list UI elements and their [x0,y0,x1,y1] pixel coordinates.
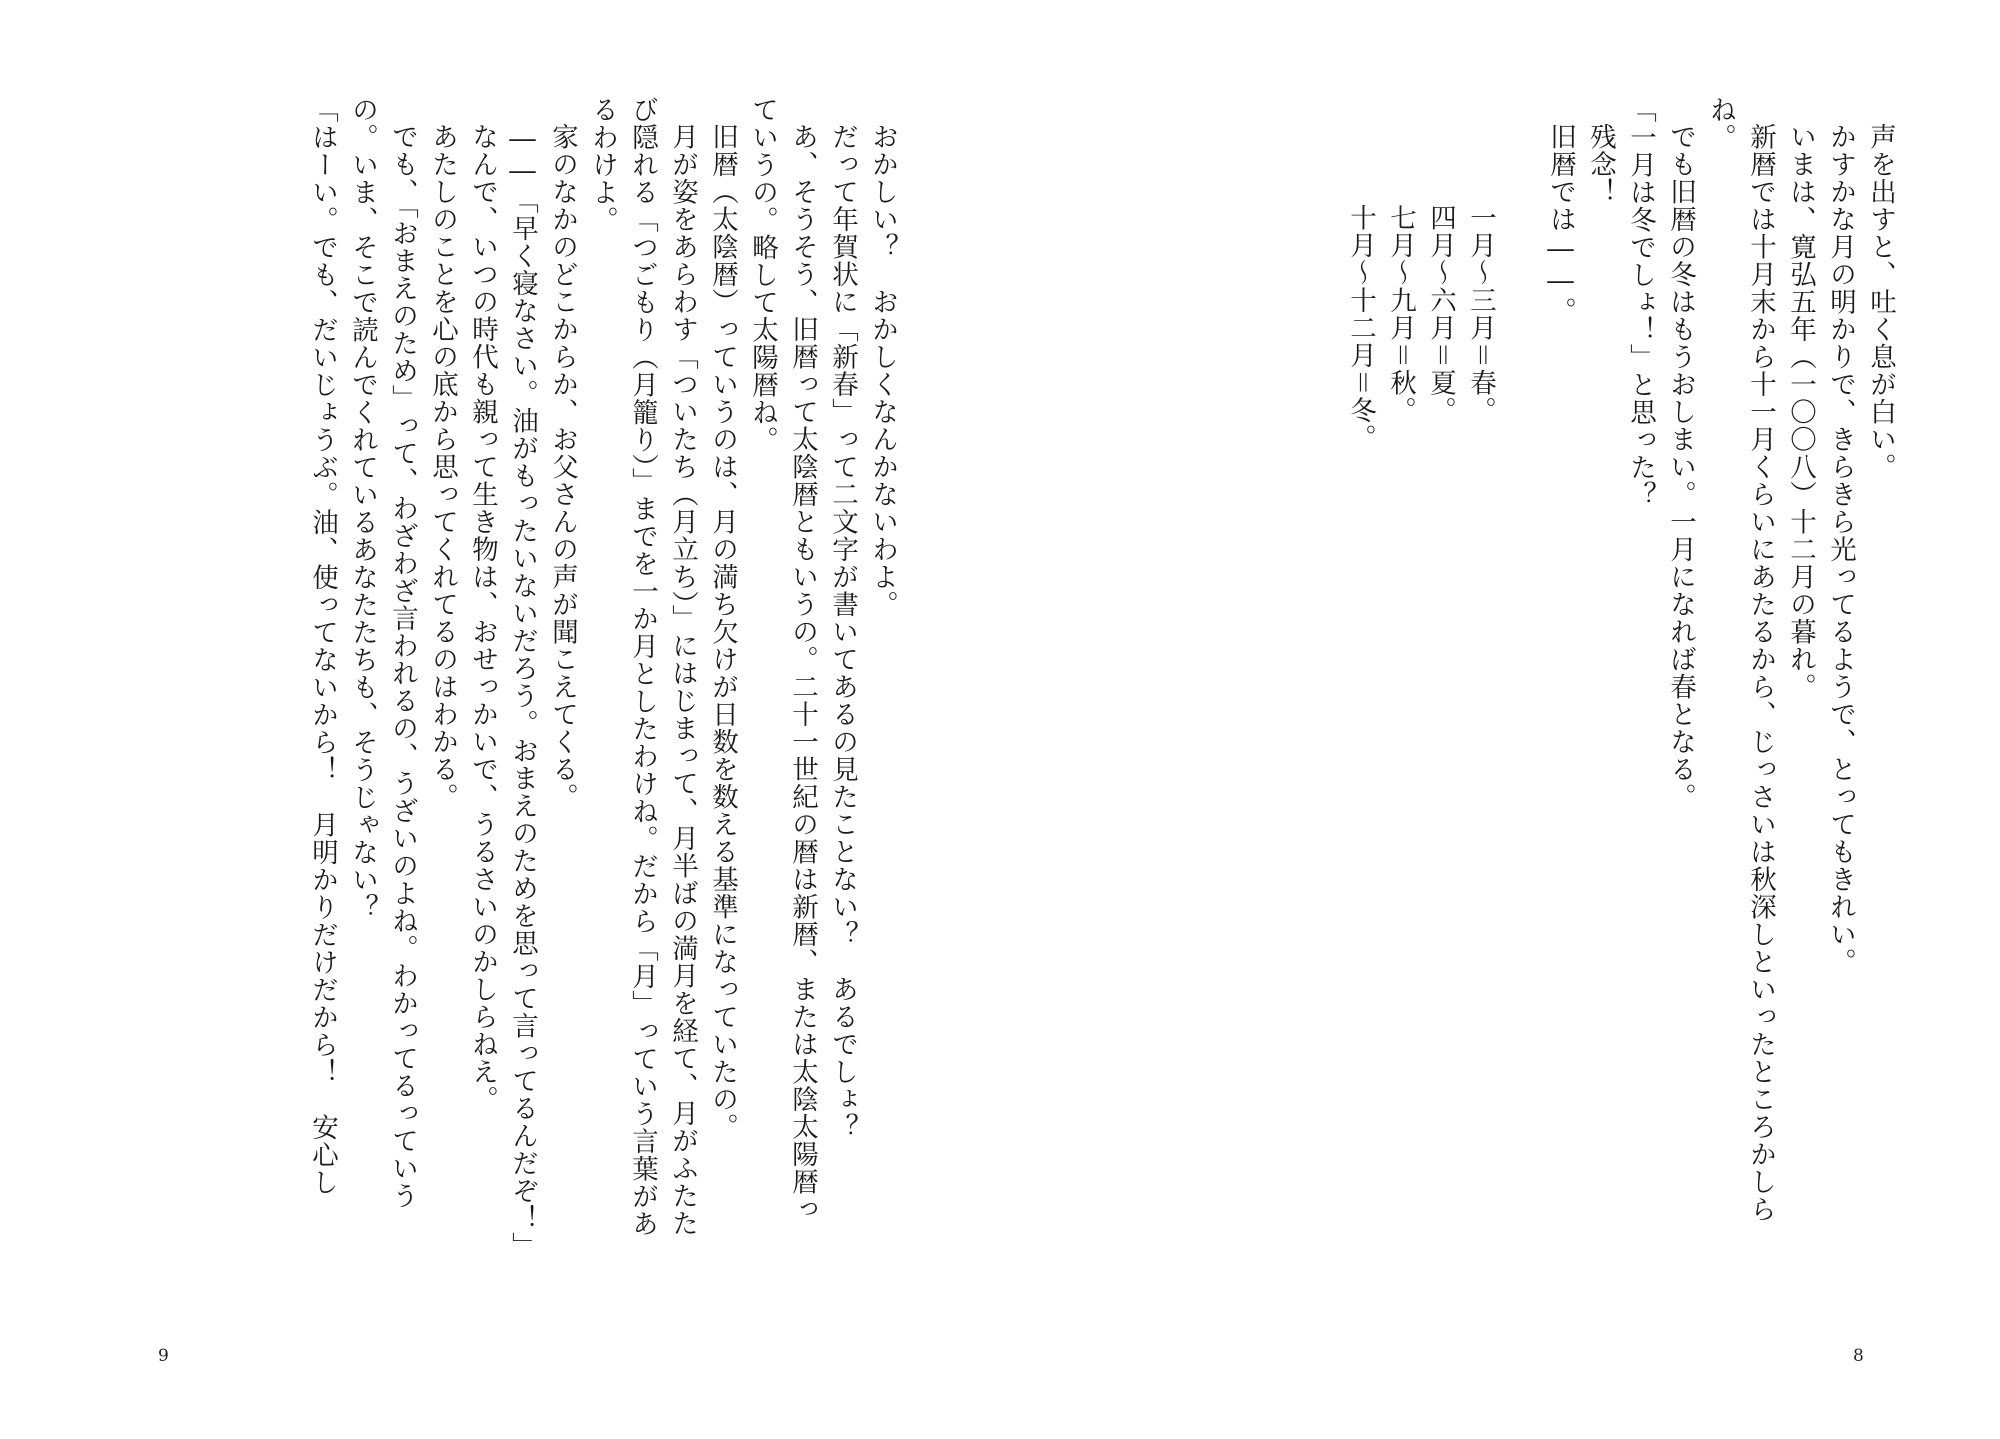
text-line: ――「早く寝なさい。油がもったいないだろう。おまえのためを思って言ってるんだぞ！」 [507,123,538,1260]
page-number: 9 [158,1346,169,1366]
text-line: び隠れる「つごもり（月籠り）」までを一か月としたわけね。だから「月」っていう言葉があ [627,96,658,1238]
text-line: でも、「おまえのため」って、わざわざ言われるの、うざいのよね。わかってるっていう [387,123,418,1210]
text-line: 新暦では十月末から十一月くらいにあたるから、じっさいは秋深しといったところかしら [1745,123,1776,1223]
text-line: 家のなかのどこからか、お父さんの声が聞こえてくる。 [547,123,578,811]
left-page-body [302,96,902,1296]
season-line: 一月〜三月＝春。 [1465,204,1496,424]
page-number: 8 [1853,1346,1864,1366]
text-line: 旧暦（太陰暦）っていうのは、月の満ち欠けが日数を数える基準になっていたの。 [707,123,738,1141]
text-line: ていうの。略して太陽暦ね。 [747,96,778,454]
text-line: だって年賀状に「新春」って二文字が書いてあるの見たことない？ あるでしょ？ [827,123,858,1141]
text-line: 「一月は冬でしょ！」と思った？ [1625,96,1656,509]
text-line: かすかな月の明かりで、きらきら光ってるようで、とってもきれい。 [1825,123,1856,976]
text-line: おかしい？ おかしくなんかないわよ。 [867,123,898,618]
right-page [1000,0,2000,1439]
right-page-body [1340,96,1900,1296]
text-line: るわけよ。 [587,96,618,234]
text-line: でも旧暦の冬はもうおしまい。一月になれば春となる。 [1665,123,1696,811]
text-line: あ、そうそう、旧暦って太陰暦ともいうの。二十一世紀の暦は新暦、または太陰太陽暦っ [787,123,818,1223]
text-line: 残念！ [1585,123,1616,206]
text-line: あたしのことを心の底から思ってくれてるのはわかる。 [427,123,458,811]
text-line: なんで、いつの時代も親って生き物は、おせっかいで、うるさいのかしらねえ。 [467,123,498,1113]
text-line: 旧暦では――。 [1545,123,1576,325]
text-line: 「はーい。でも、だいじょうぶ。油、使ってないから！ 月明かりだけだから！ 安心し [307,96,338,1196]
blank-line [1500,96,1540,1296]
season-line: 七月〜九月＝秋。 [1385,204,1416,424]
text-line: 月が姿をあらわす「ついたち（月立ち）」にはじまって、月半ばの満月を経て、月がふたた [667,123,698,1238]
season-line: 十月〜十二月＝冬。 [1345,204,1376,452]
text-line: の。いま、そこで読んでくれているあなたたちも、そうじゃない？ [347,96,378,921]
text-line: ね。 [1705,96,1736,151]
text-line: いまは、寛弘五年（一〇〇八）十二月の暮れ。 [1785,123,1816,701]
season-line: 四月〜六月＝夏。 [1425,204,1456,424]
text-line: 声を出すと、吐く息が白い。 [1865,123,1896,481]
